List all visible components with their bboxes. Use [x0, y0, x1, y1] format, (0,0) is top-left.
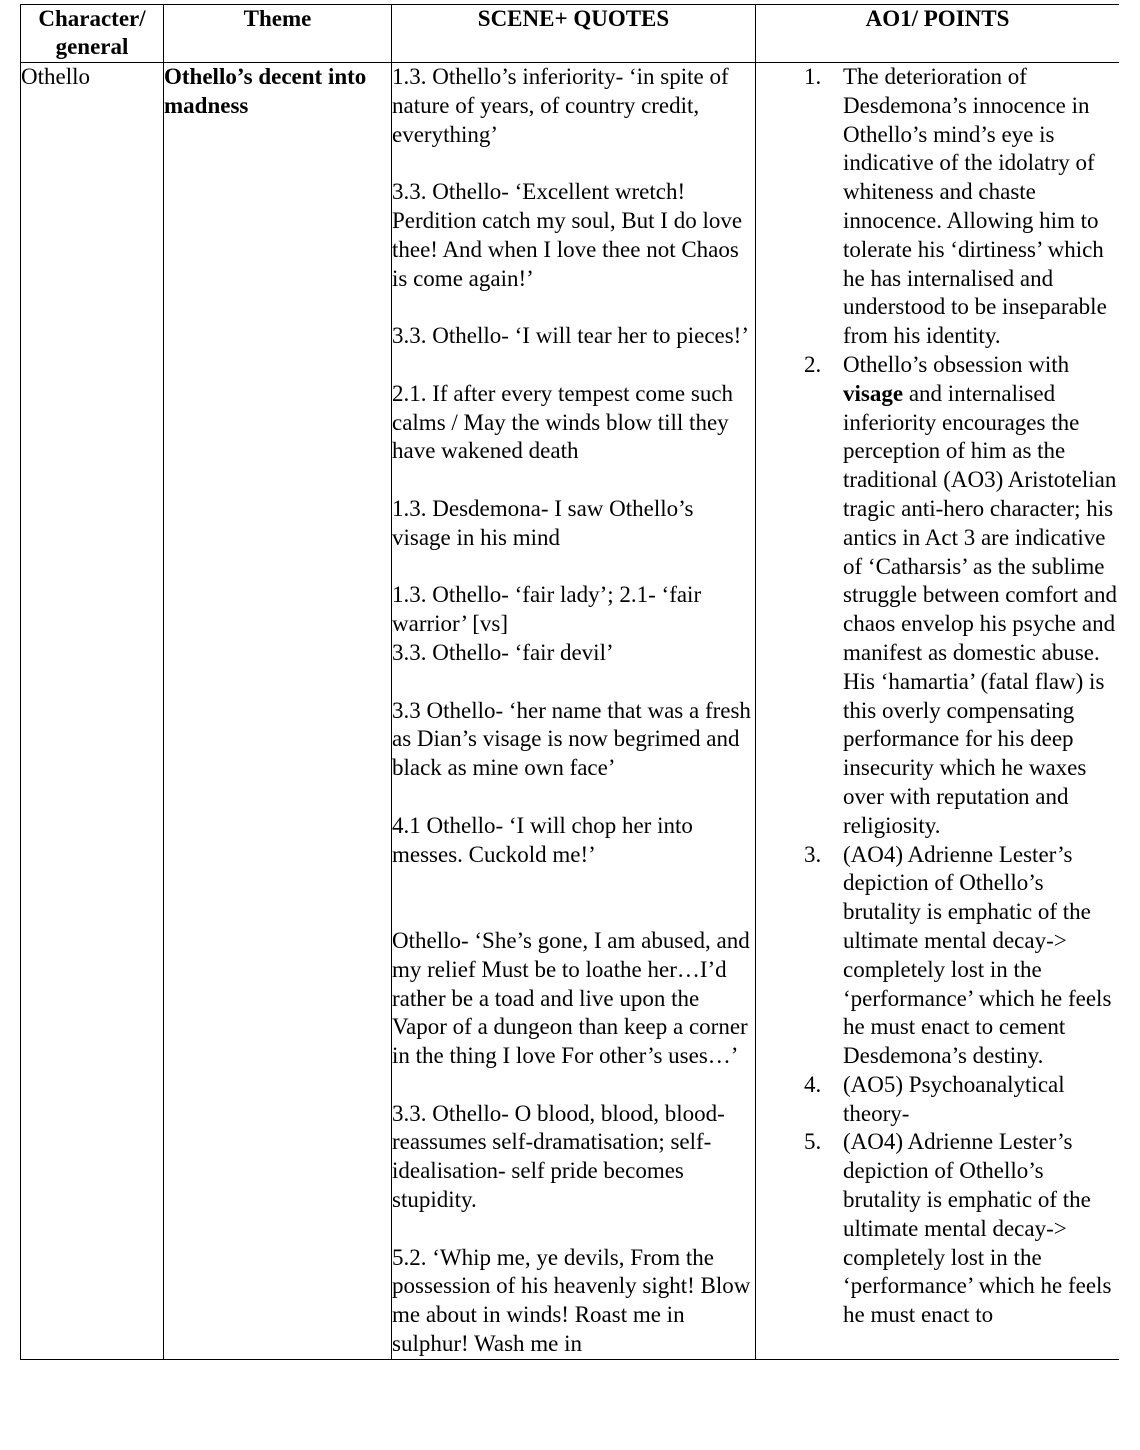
point-item — [756, 1071, 1119, 1129]
point-text: (AO4) Adrienne Lester’s depiction of Othello’s brutality is emphatic of the ultimate mental decay-> completely lost in the ‘performance’ which he feels he must enact to — [843, 1129, 1112, 1328]
points-cell — [756, 63, 1120, 1360]
quote-spacer — [392, 351, 755, 380]
quote-item: 1.3. Othello- ‘fair lady’; 2.1- ‘fair warrior’ [vs] — [392, 582, 702, 637]
quote-item: Othello- ‘She’s gone, I am abused, and my relief Must be to loathe her…I’d rather be a toad and live upon the Vapor of a dungeon than keep a corner in the thing I love For other’s uses…’ — [392, 927, 750, 1069]
document-page — [20, 4, 1119, 1436]
header-row — [21, 5, 1120, 63]
point-item — [756, 841, 1119, 1071]
point-number: 2. — [804, 351, 822, 377]
point-number: 5. — [804, 1129, 822, 1155]
quote-spacer — [392, 293, 755, 322]
quote-item: 3.3. Othello- ‘fair devil’ — [392, 639, 614, 665]
point-text-after: and internalised inferiority encourages the perception of him as the traditional (AO3) Aristotelian tragic anti-hero character; his antics in Act 3 are indicative of ‘Catharsis’ as the sublime struggle between comfort and chaos envelop his psyche and manifest as domestic abuse. His ‘hamartia’ (fatal flaw) is this overly compensating performance for his deep insecurity which he waxes over with reputation and religiosity. — [843, 380, 1117, 838]
quote-item: 3.3. Othello- ‘I will tear her to pieces!’ — [392, 323, 750, 349]
quote-item: 1.3. Desdemona- I saw Othello’s visage in his mind — [392, 495, 694, 550]
point-item — [756, 1128, 1119, 1330]
quote-item: 2.1. If after every tempest come such calms / May the winds blow till they have wakened death — [392, 380, 734, 464]
header-character — [21, 5, 164, 63]
quote-item: 3.3. Othello- O blood, blood, blood- reassumes self-dramatisation; self-idealisation- self pride becomes stupidity. — [392, 1100, 725, 1213]
point-number: 3. — [804, 841, 822, 867]
points-list — [756, 63, 1119, 1330]
point-text-bold: visage — [843, 380, 904, 406]
point-text: (AO5) Psychoanalytical theory- — [843, 1071, 1065, 1126]
quote-spacer — [392, 668, 755, 697]
point-item — [756, 351, 1119, 841]
quote-item: 3.3. Othello- ‘Excellent wretch! Perdition catch my soul, But I do love thee! And when I love thee not Chaos is come again!’ — [392, 179, 743, 291]
quote-item: 3.3 Othello- ‘her name that was a fresh as Dian’s visage is now begrimed and black as mine own face’ — [392, 697, 751, 781]
header-character-line2: general — [55, 34, 129, 59]
quote-spacer — [392, 1215, 755, 1244]
notes-table — [20, 4, 1119, 1360]
point-number: 4. — [804, 1071, 822, 1097]
header-theme: Theme — [164, 5, 392, 63]
character-cell: Othello — [21, 63, 164, 1360]
quote-spacer — [392, 1071, 755, 1100]
point-text: (AO4) Adrienne Lester’s depiction of Othello’s brutality is emphatic of the ultimate mental decay-> completely lost in the ‘performance’ which he feels he must enact to cement Desdemona’s destiny. — [843, 841, 1112, 1069]
quote-spacer — [392, 898, 755, 927]
quote-item: 5.2. ‘Whip me, ye devils, From the possession of his heavenly sight! Blow me about in winds! Roast me in sulphur! Wash me in — [392, 1244, 751, 1357]
quote-item: 4.1 Othello- ‘I will chop her into messes. Cuckold me!’ — [392, 812, 693, 867]
quote-spacer — [392, 466, 755, 495]
point-text-before: Othello’s obsession with — [843, 351, 1070, 377]
point-number: 1. — [804, 64, 822, 89]
point-text: The deterioration of Desdemona’s innocence in Othello’s mind’s eye is indicative of the idolatry of whiteness and chaste innocence. Allowing him to tolerate his ‘dirtiness’ which he has internalised and understood to be inseparable from his identity. — [843, 64, 1107, 349]
point-item — [756, 63, 1119, 351]
theme-cell: Othello’s decent into madness — [164, 63, 392, 1360]
quotes-list — [392, 63, 755, 1359]
quotes-cell — [392, 63, 756, 1360]
header-quotes: SCENE+ QUOTES — [392, 5, 756, 63]
quote-spacer — [392, 553, 755, 582]
quote-item: 1.3. Othello’s inferiority- ‘in spite of nature of years, of country credit, everything’ — [392, 64, 729, 147]
quote-spacer — [392, 783, 755, 812]
quote-spacer — [392, 869, 755, 898]
header-character-line1: Character/ — [38, 6, 146, 31]
header-points: AO1/ POINTS — [756, 5, 1120, 63]
quote-spacer — [392, 149, 755, 178]
table-row — [21, 63, 1120, 1360]
